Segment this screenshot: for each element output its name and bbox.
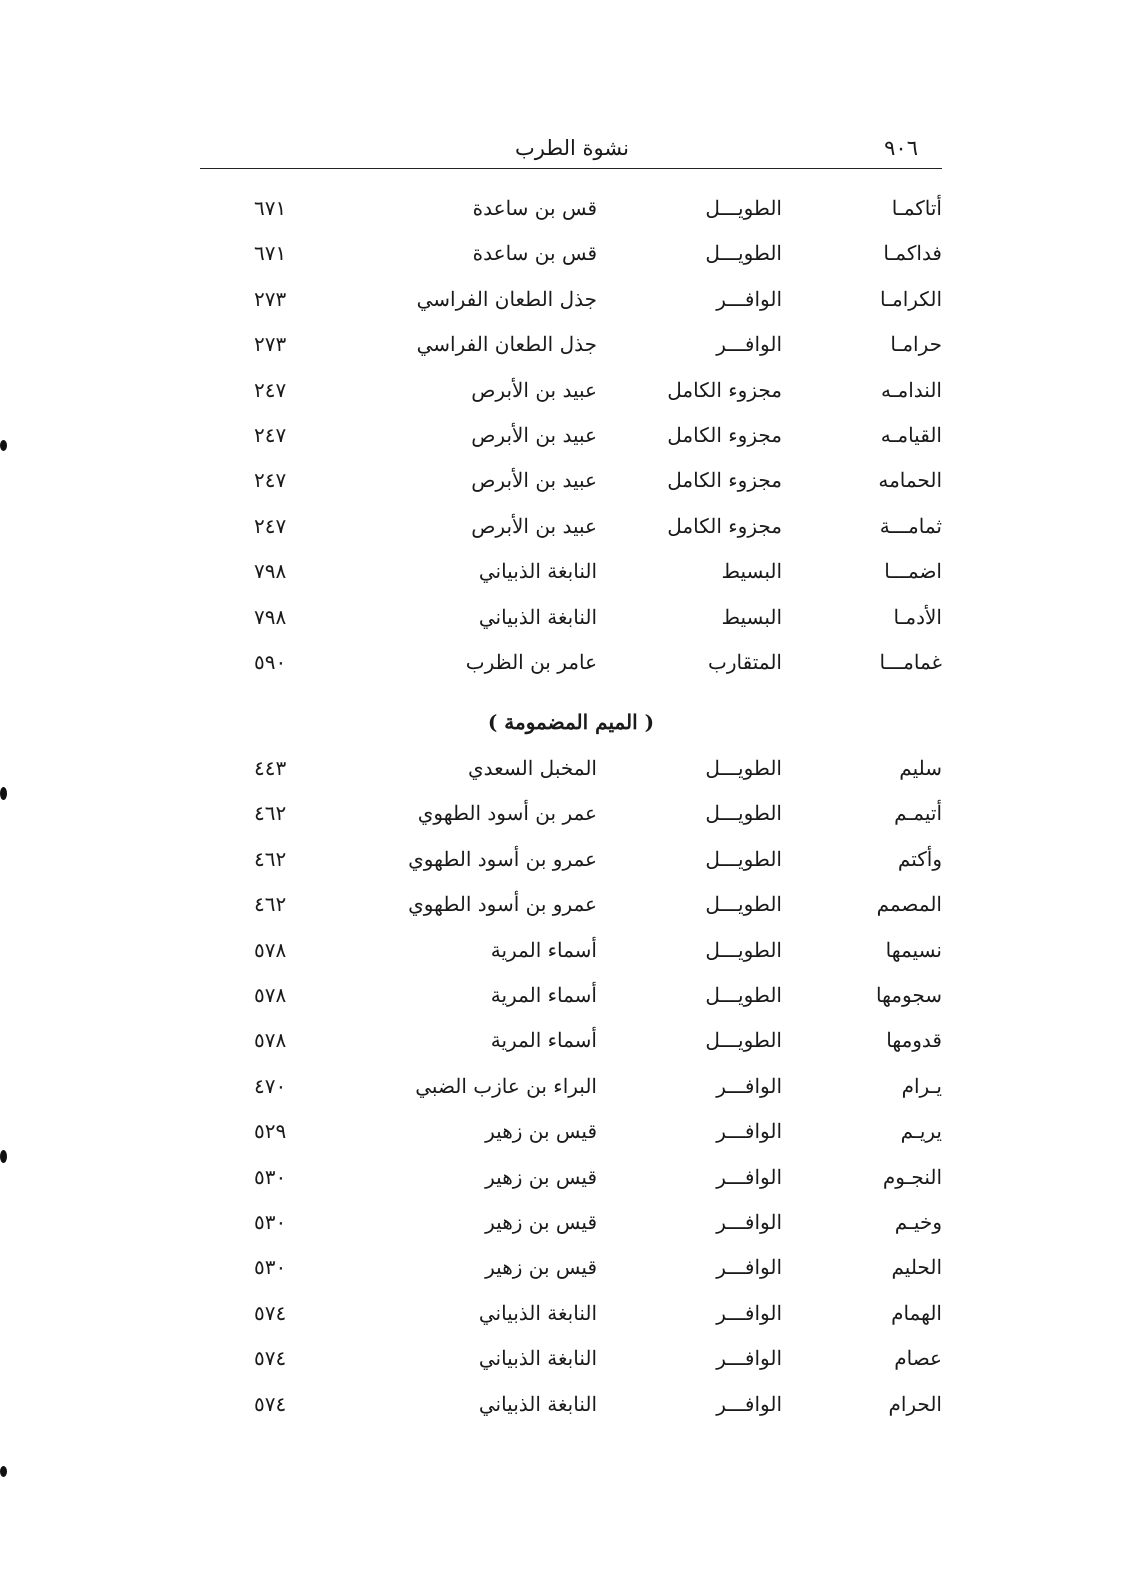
page-ref: ٧٩٨ <box>254 604 287 629</box>
poet-name: أسماء المرية <box>490 983 597 1007</box>
rhyme-word: أتيمـم <box>894 801 942 826</box>
meter: الطويـــل <box>705 983 782 1007</box>
index-row <box>200 1204 942 1240</box>
index-row <box>200 372 942 408</box>
index-row <box>200 1113 942 1149</box>
index-row <box>200 1022 942 1058</box>
index-row <box>200 1295 942 1331</box>
scan-speck <box>0 440 7 451</box>
meter: الوافـــر <box>716 1073 782 1098</box>
index-row <box>200 977 942 1013</box>
poet-name: أسماء المرية <box>490 1028 597 1053</box>
rhyme-word: وخيـم <box>894 1210 942 1234</box>
rhyme-word: أتاكمـا <box>891 196 942 220</box>
index-row <box>200 1068 942 1104</box>
rhyme-word: عصام <box>894 1346 942 1371</box>
poet-name: قس بن ساعدة <box>472 196 597 220</box>
poet-name: النابغة الذبياني <box>478 604 597 629</box>
meter: الوافـــر <box>716 1346 782 1371</box>
index-row <box>200 190 942 226</box>
index-row <box>200 326 942 362</box>
rhyme-word: الحرام <box>888 1391 942 1416</box>
poet-name: قيس بن زهير <box>485 1255 597 1280</box>
poet-name: النابغة الذبياني <box>478 1391 597 1416</box>
rhyme-word: الندامـه <box>880 377 942 402</box>
rhyme-word: نسيمها <box>885 937 942 962</box>
rhyme-word: الكرامـا <box>880 286 942 311</box>
meter: مجزوء الكامل <box>667 513 782 538</box>
rhyme-word: يـرام <box>901 1073 942 1098</box>
page-ref: ٥٧٨ <box>254 1028 287 1053</box>
index-row <box>200 795 942 831</box>
rhyme-word: سجومها <box>875 983 942 1007</box>
rhyme-word: غمامـــا <box>879 650 942 674</box>
meter: الطويـــل <box>705 1028 782 1053</box>
poet-name: عمرو بن أسود الطهوي <box>408 892 597 917</box>
page-ref: ٦٧١ <box>254 241 287 266</box>
index-row <box>200 599 942 635</box>
index-row <box>200 1386 942 1422</box>
rhyme-word: الهمام <box>891 1300 942 1325</box>
index-row <box>200 932 942 968</box>
meter: الوافـــر <box>716 286 782 311</box>
meter: الوافـــر <box>716 1119 782 1144</box>
rhyme-word: ثمامـــة <box>879 513 942 538</box>
rhyme-word: قدومها <box>886 1028 942 1053</box>
poet-name: قس بن ساعدة <box>472 241 597 266</box>
poet-name: عبيد بن الأبرص <box>471 423 597 447</box>
index-row <box>200 644 942 680</box>
meter: الوافـــر <box>716 1391 782 1416</box>
meter: الوافـــر <box>716 1210 782 1234</box>
scan-speck <box>0 1466 7 1477</box>
meter: الوافـــر <box>716 1255 782 1280</box>
page-ref: ٥٩٠ <box>254 650 287 674</box>
page-ref: ٥٣٠ <box>254 1255 287 1280</box>
index-row <box>200 1159 942 1195</box>
rhyme-word: النجـوم <box>882 1164 942 1189</box>
page-number: ٩٠٦ <box>884 136 918 160</box>
page-ref: ٤٧٠ <box>254 1073 287 1098</box>
page-ref: ٢٧٣ <box>254 332 287 357</box>
index-row <box>200 886 942 922</box>
page-ref: ٢٤٧ <box>254 468 287 493</box>
poet-name: عامر بن الظرب <box>465 650 597 674</box>
rhyme-word: اضمـــا <box>884 559 942 584</box>
index-row <box>200 553 942 589</box>
poet-name: عبيد بن الأبرص <box>471 468 597 493</box>
scan-speck <box>0 787 7 800</box>
meter: الطويـــل <box>705 196 782 220</box>
index-row <box>200 281 942 317</box>
page-ref: ٤٦٢ <box>254 801 287 826</box>
meter: البسيط <box>721 559 782 584</box>
index-row <box>200 750 942 786</box>
index-row <box>200 1340 942 1376</box>
meter: الطويـــل <box>705 892 782 917</box>
page-ref: ٧٩٨ <box>254 559 287 584</box>
page-ref: ٥٣٠ <box>254 1164 287 1189</box>
poet-name: جذل الطعان الفراسي <box>416 286 597 311</box>
page-ref: ٢٤٧ <box>254 423 287 447</box>
book-title: نشوة الطرب <box>515 136 629 160</box>
page-ref: ٤٤٣ <box>254 756 287 780</box>
page-ref: ٥٧٤ <box>254 1300 287 1325</box>
rhyme-word: يريـم <box>900 1119 942 1144</box>
poet-name: المخبل السعدي <box>468 756 597 780</box>
meter: الطويـــل <box>705 937 782 962</box>
page-ref: ٥٧٤ <box>254 1346 287 1371</box>
rhyme-word: الحليم <box>891 1255 942 1280</box>
index-row <box>200 841 942 877</box>
meter: الطويـــل <box>705 846 782 871</box>
page-ref: ٢٧٣ <box>254 286 287 311</box>
meter: مجزوء الكامل <box>667 468 782 493</box>
page-ref: ٥٢٩ <box>254 1119 287 1144</box>
rhyme-word: المصمم <box>876 892 942 917</box>
poet-name: قيس بن زهير <box>485 1119 597 1144</box>
rhyme-word: الأدمـا <box>893 604 942 629</box>
poet-name: النابغة الذبياني <box>478 559 597 584</box>
meter: الوافـــر <box>716 332 782 357</box>
poet-name: النابغة الذبياني <box>478 1300 597 1325</box>
poet-name: قيس بن زهير <box>485 1164 597 1189</box>
page-ref: ٥٣٠ <box>254 1210 287 1234</box>
page-ref: ٤٦٢ <box>254 846 287 871</box>
rhyme-word: سليم <box>899 756 942 780</box>
poet-name: عمرو بن أسود الطهوي <box>408 846 597 871</box>
page-ref: ٦٧١ <box>254 196 287 220</box>
index-row <box>200 235 942 271</box>
page-ref: ٥٧٨ <box>254 937 287 962</box>
section-heading: ( الميم المضمومة ) <box>487 710 655 734</box>
poet-name: قيس بن زهير <box>485 1210 597 1234</box>
meter: الوافـــر <box>716 1300 782 1325</box>
poet-name: النابغة الذبياني <box>478 1346 597 1371</box>
poet-name: عمر بن أسود الطهوي <box>417 801 597 826</box>
meter: المتقارب <box>708 650 782 674</box>
meter: الطويـــل <box>705 756 782 780</box>
meter: الوافـــر <box>716 1164 782 1189</box>
poet-name: جذل الطعان الفراسي <box>416 332 597 357</box>
rhyme-word: القيامـه <box>880 423 942 447</box>
index-row <box>200 1249 942 1285</box>
meter: الطويـــل <box>705 801 782 826</box>
poet-name: عبيد بن الأبرص <box>471 377 597 402</box>
rhyme-word: الحمامه <box>878 468 942 493</box>
meter: البسيط <box>721 604 782 629</box>
meter: الطويـــل <box>705 241 782 266</box>
page-ref: ٤٦٢ <box>254 892 287 917</box>
index-row <box>200 417 942 453</box>
poet-name: عبيد بن الأبرص <box>471 513 597 538</box>
page-ref: ٥٧٨ <box>254 983 287 1007</box>
page-ref: ٢٤٧ <box>254 513 287 538</box>
rhyme-word: وأكتم <box>897 846 942 871</box>
rhyme-word: فداكمـا <box>883 241 942 266</box>
page-ref: ٢٤٧ <box>254 377 287 402</box>
page-header <box>200 132 942 169</box>
index-row <box>200 508 942 544</box>
index-row <box>200 462 942 498</box>
scan-speck <box>0 1150 7 1163</box>
poet-name: أسماء المرية <box>490 937 597 962</box>
page-ref: ٥٧٤ <box>254 1391 287 1416</box>
meter: مجزوء الكامل <box>667 377 782 402</box>
poet-name: البراء بن عازب الضبي <box>415 1073 597 1098</box>
meter: مجزوء الكامل <box>667 423 782 447</box>
rhyme-word: حرامـا <box>890 332 942 357</box>
